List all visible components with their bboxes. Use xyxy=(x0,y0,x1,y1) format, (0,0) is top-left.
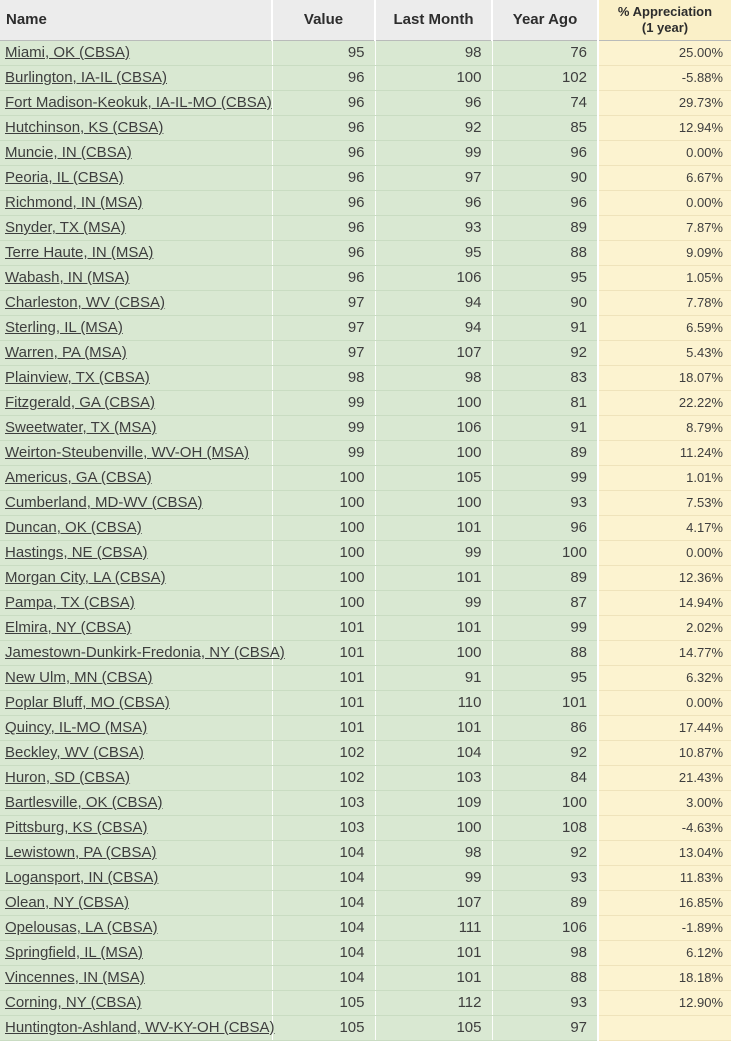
last-month-cell: 96 xyxy=(375,90,492,115)
appreciation-cell: 6.59% xyxy=(598,315,731,340)
appreciation-cell: 13.04% xyxy=(598,840,731,865)
table-row xyxy=(0,890,731,915)
appreciation-cell: 6.12% xyxy=(598,940,731,965)
region-link[interactable]: Hutchinson, KS (CBSA) xyxy=(5,119,164,136)
table-row xyxy=(0,290,731,315)
table-row xyxy=(0,240,731,265)
year-ago-cell: 81 xyxy=(492,390,598,415)
region-name-cell xyxy=(0,315,272,340)
table-row xyxy=(0,940,731,965)
table-row xyxy=(0,90,731,115)
region-name-cell xyxy=(0,340,272,365)
appreciation-cell: 2.02% xyxy=(598,615,731,640)
region-link[interactable]: Peoria, IL (CBSA) xyxy=(5,169,124,186)
appreciation-cell: 0.00% xyxy=(598,690,731,715)
value-cell: 96 xyxy=(272,90,375,115)
appreciation-cell: 12.36% xyxy=(598,565,731,590)
year-ago-cell: 87 xyxy=(492,590,598,615)
year-ago-cell: 89 xyxy=(492,215,598,240)
year-ago-cell: 96 xyxy=(492,140,598,165)
region-link[interactable]: Sterling, IL (MSA) xyxy=(5,319,123,336)
table-row xyxy=(0,340,731,365)
year-ago-cell: 98 xyxy=(492,940,598,965)
region-name-cell xyxy=(0,965,272,990)
year-ago-cell: 85 xyxy=(492,115,598,140)
last-month-cell: 109 xyxy=(375,790,492,815)
region-link[interactable]: Opelousas, LA (CBSA) xyxy=(5,919,158,936)
year-ago-cell: 89 xyxy=(492,565,598,590)
column-header-last-month: Last Month xyxy=(375,0,492,40)
value-cell: 105 xyxy=(272,1015,375,1040)
region-name-cell xyxy=(0,390,272,415)
value-cell: 103 xyxy=(272,815,375,840)
region-name-cell xyxy=(0,865,272,890)
last-month-cell: 94 xyxy=(375,315,492,340)
appreciation-cell: 0.00% xyxy=(598,540,731,565)
value-cell: 101 xyxy=(272,715,375,740)
region-name-cell xyxy=(0,365,272,390)
region-link[interactable]: Fort Madison-Keokuk, IA-IL-MO (CBSA) xyxy=(5,94,272,111)
region-name-cell xyxy=(0,290,272,315)
region-name-cell xyxy=(0,690,272,715)
year-ago-cell: 95 xyxy=(492,265,598,290)
region-name-cell xyxy=(0,190,272,215)
region-link[interactable]: Sweetwater, TX (MSA) xyxy=(5,419,157,436)
last-month-cell: 96 xyxy=(375,190,492,215)
value-cell: 96 xyxy=(272,265,375,290)
appreciation-cell: 25.00% xyxy=(598,40,731,65)
table-row xyxy=(0,490,731,515)
year-ago-cell: 83 xyxy=(492,365,598,390)
region-link[interactable]: Logansport, IN (CBSA) xyxy=(5,869,159,886)
region-link[interactable]: Hastings, NE (CBSA) xyxy=(5,544,148,561)
last-month-cell: 106 xyxy=(375,415,492,440)
year-ago-cell: 96 xyxy=(492,190,598,215)
region-name-cell xyxy=(0,565,272,590)
region-name-cell xyxy=(0,790,272,815)
last-month-cell: 100 xyxy=(375,440,492,465)
last-month-cell: 103 xyxy=(375,765,492,790)
region-name-cell xyxy=(0,115,272,140)
region-link[interactable]: Bartlesville, OK (CBSA) xyxy=(5,794,163,811)
table-row xyxy=(0,965,731,990)
region-link[interactable]: Lewistown, PA (CBSA) xyxy=(5,844,157,861)
region-name-cell xyxy=(0,440,272,465)
value-cell: 96 xyxy=(272,215,375,240)
column-header-appreciation xyxy=(598,0,731,40)
region-link[interactable]: Weirton-Steubenville, WV-OH (MSA) xyxy=(5,444,249,461)
table-row xyxy=(0,615,731,640)
appreciation-cell: 18.18% xyxy=(598,965,731,990)
region-link[interactable]: Elmira, NY (CBSA) xyxy=(5,619,132,636)
appreciation-cell: 12.90% xyxy=(598,990,731,1015)
appreciation-header-line1: % Appreciation xyxy=(617,3,713,19)
region-link[interactable]: Warren, PA (MSA) xyxy=(5,344,127,361)
year-ago-cell: 74 xyxy=(492,90,598,115)
region-link[interactable]: Terre Haute, IN (MSA) xyxy=(5,244,154,261)
value-cell: 101 xyxy=(272,665,375,690)
year-ago-cell: 88 xyxy=(492,640,598,665)
value-cell: 104 xyxy=(272,890,375,915)
region-link[interactable]: Cumberland, MD-WV (CBSA) xyxy=(5,494,203,511)
value-cell: 104 xyxy=(272,865,375,890)
appreciation-cell: 1.05% xyxy=(598,265,731,290)
value-cell: 96 xyxy=(272,190,375,215)
appreciation-cell: 8.79% xyxy=(598,415,731,440)
table-row xyxy=(0,315,731,340)
region-name-cell xyxy=(0,765,272,790)
year-ago-cell: 93 xyxy=(492,990,598,1015)
region-name-cell xyxy=(0,615,272,640)
last-month-cell: 112 xyxy=(375,990,492,1015)
value-cell: 97 xyxy=(272,340,375,365)
year-ago-cell: 99 xyxy=(492,615,598,640)
last-month-cell: 98 xyxy=(375,365,492,390)
last-month-cell: 99 xyxy=(375,540,492,565)
year-ago-cell: 76 xyxy=(492,40,598,65)
region-name-cell xyxy=(0,915,272,940)
value-cell: 102 xyxy=(272,765,375,790)
year-ago-cell: 106 xyxy=(492,915,598,940)
value-cell: 104 xyxy=(272,915,375,940)
last-month-cell: 91 xyxy=(375,665,492,690)
year-ago-cell: 90 xyxy=(492,165,598,190)
value-cell: 100 xyxy=(272,540,375,565)
region-name-cell xyxy=(0,1015,275,1040)
region-name-cell xyxy=(0,515,272,540)
year-ago-cell: 108 xyxy=(492,815,598,840)
region-name-cell xyxy=(0,715,272,740)
value-cell: 96 xyxy=(272,115,375,140)
value-cell: 101 xyxy=(272,640,375,665)
region-name-cell xyxy=(0,890,272,915)
table-row xyxy=(0,590,731,615)
appreciation-cell: 14.77% xyxy=(598,640,731,665)
table-row xyxy=(0,465,731,490)
value-cell: 99 xyxy=(272,390,375,415)
appreciation-cell: 7.53% xyxy=(598,490,731,515)
last-month-cell: 101 xyxy=(375,565,492,590)
table-row xyxy=(0,715,731,740)
table-row xyxy=(0,1015,731,1040)
value-cell: 102 xyxy=(272,740,375,765)
region-link[interactable]: Muncie, IN (CBSA) xyxy=(5,144,132,161)
region-link[interactable]: Pampa, TX (CBSA) xyxy=(5,594,135,611)
last-month-cell: 105 xyxy=(375,465,492,490)
last-month-cell: 100 xyxy=(375,815,492,840)
year-ago-cell: 100 xyxy=(492,790,598,815)
region-name-cell xyxy=(0,415,272,440)
column-header-value: Value xyxy=(272,0,375,40)
table-row xyxy=(0,265,731,290)
year-ago-cell: 84 xyxy=(492,765,598,790)
last-month-cell: 95 xyxy=(375,240,492,265)
year-ago-cell: 86 xyxy=(492,715,598,740)
table-row xyxy=(0,515,731,540)
region-name-cell xyxy=(0,640,285,665)
table-body xyxy=(0,40,731,1040)
appreciation-header-line2: (1 year) xyxy=(641,19,689,35)
last-month-cell: 106 xyxy=(375,265,492,290)
region-name-cell xyxy=(0,740,272,765)
region-name-cell xyxy=(0,665,272,690)
value-cell: 104 xyxy=(272,940,375,965)
region-name-cell xyxy=(0,40,272,65)
region-name-cell xyxy=(0,465,272,490)
table-header xyxy=(0,0,731,40)
last-month-cell: 107 xyxy=(375,340,492,365)
column-header-year-ago: Year Ago xyxy=(492,0,598,40)
table-row xyxy=(0,865,731,890)
last-month-cell: 99 xyxy=(375,590,492,615)
appreciation-cell: 11.24% xyxy=(598,440,731,465)
year-ago-cell: 93 xyxy=(492,490,598,515)
region-link[interactable]: Duncan, OK (CBSA) xyxy=(5,519,142,536)
appreciation-cell: 1.01% xyxy=(598,465,731,490)
region-name-cell xyxy=(0,265,272,290)
region-name-cell xyxy=(0,215,272,240)
last-month-cell: 100 xyxy=(375,490,492,515)
year-ago-cell: 91 xyxy=(492,315,598,340)
last-month-cell: 98 xyxy=(375,840,492,865)
table-row xyxy=(0,540,731,565)
value-cell: 100 xyxy=(272,565,375,590)
value-cell: 101 xyxy=(272,615,375,640)
appreciation-cell: 4.17% xyxy=(598,515,731,540)
region-link[interactable]: Corning, NY (CBSA) xyxy=(5,994,142,1011)
region-link[interactable]: Vincennes, IN (MSA) xyxy=(5,969,145,986)
region-link[interactable]: Quincy, IL-MO (MSA) xyxy=(5,719,148,736)
table-row xyxy=(0,565,731,590)
last-month-cell: 93 xyxy=(375,215,492,240)
appreciation-cell: -1.89% xyxy=(598,915,731,940)
appreciation-cell: 6.32% xyxy=(598,665,731,690)
region-name-cell xyxy=(0,165,272,190)
region-name-cell xyxy=(0,990,272,1015)
region-link[interactable]: New Ulm, MN (CBSA) xyxy=(5,669,153,686)
last-month-cell: 100 xyxy=(375,390,492,415)
value-cell: 99 xyxy=(272,440,375,465)
region-name-cell xyxy=(0,540,272,565)
year-ago-cell: 89 xyxy=(492,440,598,465)
value-cell: 105 xyxy=(272,990,375,1015)
region-name-cell xyxy=(0,815,272,840)
year-ago-cell: 93 xyxy=(492,865,598,890)
appreciation-cell: 3.00% xyxy=(598,790,731,815)
year-ago-cell: 97 xyxy=(492,1015,598,1040)
year-ago-cell: 91 xyxy=(492,415,598,440)
table-row xyxy=(0,390,731,415)
region-name-cell xyxy=(0,240,272,265)
last-month-cell: 97 xyxy=(375,165,492,190)
year-ago-cell: 101 xyxy=(492,690,598,715)
last-month-cell: 105 xyxy=(375,1015,492,1040)
table-row xyxy=(0,840,731,865)
last-month-cell: 94 xyxy=(375,290,492,315)
region-link[interactable]: Snyder, TX (MSA) xyxy=(5,219,126,236)
region-link[interactable]: Morgan City, LA (CBSA) xyxy=(5,569,166,586)
appreciation-cell: 11.83% xyxy=(598,865,731,890)
value-cell: 97 xyxy=(272,290,375,315)
region-name-cell xyxy=(0,590,272,615)
region-name-cell xyxy=(0,90,272,115)
table-row xyxy=(0,915,731,940)
year-ago-cell: 96 xyxy=(492,515,598,540)
value-cell: 101 xyxy=(272,690,375,715)
value-cell: 96 xyxy=(272,240,375,265)
region-link[interactable]: Beckley, WV (CBSA) xyxy=(5,744,144,761)
year-ago-cell: 88 xyxy=(492,240,598,265)
appreciation-cell: 10.87% xyxy=(598,740,731,765)
region-link[interactable]: Richmond, IN (MSA) xyxy=(5,194,143,211)
value-cell: 100 xyxy=(272,465,375,490)
column-header-name: Name xyxy=(0,0,272,40)
value-cell: 97 xyxy=(272,315,375,340)
appreciation-cell: 12.94% xyxy=(598,115,731,140)
region-link[interactable]: Miami, OK (CBSA) xyxy=(5,44,131,61)
region-link[interactable]: Springfield, IL (MSA) xyxy=(5,944,143,961)
year-ago-cell: 89 xyxy=(492,890,598,915)
appreciation-cell: 22.22% xyxy=(598,390,731,415)
table-row xyxy=(0,815,731,840)
value-cell: 104 xyxy=(272,965,375,990)
region-link[interactable]: Americus, GA (CBSA) xyxy=(5,469,152,486)
appreciation-cell: 21.43% xyxy=(598,765,731,790)
region-link[interactable]: Burlington, IA-IL (CBSA) xyxy=(5,69,168,86)
appreciation-cell: 29.73% xyxy=(598,90,731,115)
table-row xyxy=(0,165,731,190)
table-row xyxy=(0,765,731,790)
last-month-cell: 101 xyxy=(375,965,492,990)
table-row xyxy=(0,190,731,215)
region-name-cell xyxy=(0,140,272,165)
table-row xyxy=(0,790,731,815)
last-month-cell: 101 xyxy=(375,715,492,740)
appreciation-cell: 6.67% xyxy=(598,165,731,190)
region-link[interactable]: Charleston, WV (CBSA) xyxy=(5,294,166,311)
table-row xyxy=(0,215,731,240)
year-ago-cell: 95 xyxy=(492,665,598,690)
region-name-cell xyxy=(0,65,272,90)
last-month-cell: 101 xyxy=(375,940,492,965)
value-cell: 96 xyxy=(272,65,375,90)
appreciation-cell: 18.07% xyxy=(598,365,731,390)
last-month-cell: 111 xyxy=(375,915,492,940)
appreciation-cell: 0.00% xyxy=(598,140,731,165)
last-month-cell: 92 xyxy=(375,115,492,140)
year-ago-cell: 92 xyxy=(492,840,598,865)
value-cell: 98 xyxy=(272,365,375,390)
region-link[interactable]: Fitzgerald, GA (CBSA) xyxy=(5,394,156,411)
value-cell: 95 xyxy=(272,40,375,65)
region-link[interactable]: Poplar Bluff, MO (CBSA) xyxy=(5,694,170,711)
region-name-cell xyxy=(0,490,272,515)
region-link[interactable]: Pittsburg, KS (CBSA) xyxy=(5,819,148,836)
last-month-cell: 100 xyxy=(375,65,492,90)
value-cell: 104 xyxy=(272,840,375,865)
region-link[interactable]: Wabash, IN (MSA) xyxy=(5,269,130,286)
table-row xyxy=(0,440,731,465)
table-row xyxy=(0,740,731,765)
value-cell: 103 xyxy=(272,790,375,815)
region-name-cell xyxy=(0,840,272,865)
last-month-cell: 107 xyxy=(375,890,492,915)
appreciation-cell: 0.00% xyxy=(598,190,731,215)
table-row xyxy=(0,665,731,690)
appreciation-cell: 14.94% xyxy=(598,590,731,615)
value-cell: 99 xyxy=(272,415,375,440)
year-ago-cell: 100 xyxy=(492,540,598,565)
last-month-cell: 100 xyxy=(375,640,492,665)
year-ago-cell: 88 xyxy=(492,965,598,990)
appreciation-cell: -5.88% xyxy=(598,65,731,90)
last-month-cell: 101 xyxy=(375,515,492,540)
year-ago-cell: 92 xyxy=(492,740,598,765)
last-month-cell: 99 xyxy=(375,140,492,165)
table-row xyxy=(0,640,731,665)
appreciation-cell xyxy=(598,1015,731,1040)
appreciation-cell: 7.78% xyxy=(598,290,731,315)
table-row xyxy=(0,365,731,390)
table-row xyxy=(0,140,731,165)
last-month-cell: 99 xyxy=(375,865,492,890)
appreciation-cell: 5.43% xyxy=(598,340,731,365)
region-link[interactable]: Huron, SD (CBSA) xyxy=(5,769,131,786)
table-row xyxy=(0,990,731,1015)
year-ago-cell: 99 xyxy=(492,465,598,490)
region-link[interactable]: Jamestown-Dunkirk-Fredonia, NY (CBSA) xyxy=(5,644,285,661)
last-month-cell: 104 xyxy=(375,740,492,765)
table-row xyxy=(0,40,731,65)
last-month-cell: 101 xyxy=(375,615,492,640)
appreciation-cell: 7.87% xyxy=(598,215,731,240)
region-name-cell xyxy=(0,940,272,965)
year-ago-cell: 102 xyxy=(492,65,598,90)
table-row xyxy=(0,415,731,440)
table-row xyxy=(0,65,731,90)
header-row xyxy=(0,0,731,40)
value-cell: 96 xyxy=(272,140,375,165)
region-link[interactable]: Plainview, TX (CBSA) xyxy=(5,369,150,386)
last-month-cell: 98 xyxy=(375,40,492,65)
region-link[interactable]: Olean, NY (CBSA) xyxy=(5,894,129,911)
appreciation-cell: -4.63% xyxy=(598,815,731,840)
value-cell: 100 xyxy=(272,490,375,515)
table-row xyxy=(0,690,731,715)
value-cell: 96 xyxy=(272,165,375,190)
value-cell: 100 xyxy=(272,590,375,615)
appreciation-cell: 17.44% xyxy=(598,715,731,740)
appreciation-cell: 16.85% xyxy=(598,890,731,915)
appreciation-cell: 9.09% xyxy=(598,240,731,265)
year-ago-cell: 92 xyxy=(492,340,598,365)
year-ago-cell: 90 xyxy=(492,290,598,315)
last-month-cell: 110 xyxy=(375,690,492,715)
value-cell: 100 xyxy=(272,515,375,540)
table-row xyxy=(0,115,731,140)
region-link[interactable]: Huntington-Ashland, WV-KY-OH (CBSA) xyxy=(5,1019,275,1036)
